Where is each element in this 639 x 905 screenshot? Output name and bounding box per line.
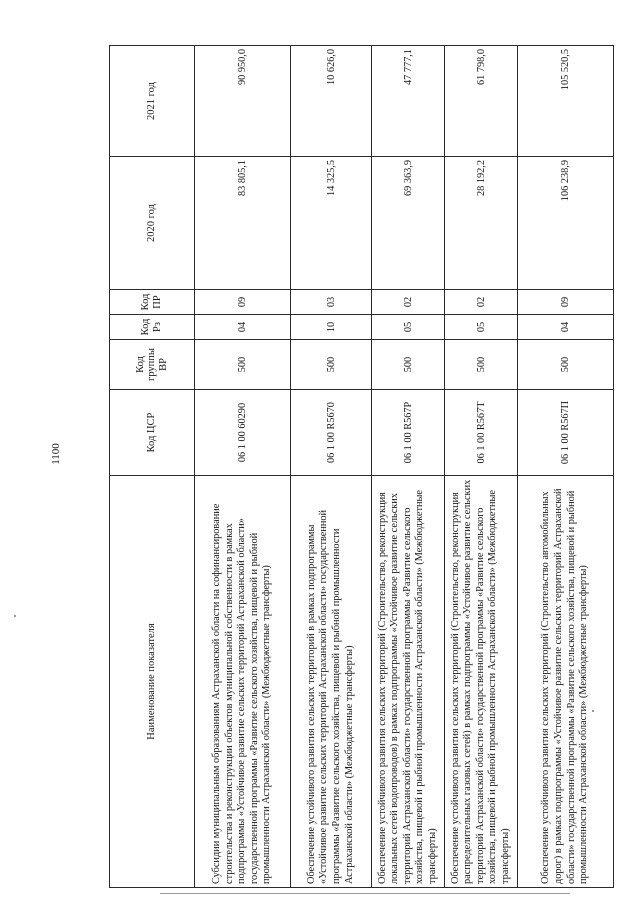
row-value-2021: 10 626,0 (291, 46, 372, 157)
table-row (291, 46, 372, 888)
header-vr-group-code: Код группы ВР (110, 340, 195, 390)
row-indicator-name: Обеспечение устойчивого развития сельских территорий (Строительство, реконструкция распределительных газовых сетей) в рамках подпрограммы «Устойчивое развитие сельских территорий Астраханской области» государственной программы «Развитие сельского хозяйства, пищевой и рыбной промышленности Астраханской области» (Межбюджетные трансферты) (445, 476, 518, 888)
header-indicator-name: Наименование показателя (110, 476, 195, 888)
row-pr-code: 09 (195, 290, 291, 315)
scan-speck (592, 710, 594, 712)
scan-edge-line (160, 893, 570, 894)
table-row (372, 46, 445, 888)
row-rz-code: 04 (195, 315, 291, 340)
row-csr-code: 06 1 00 R567T (445, 390, 518, 476)
row-value-2021: 61 798,0 (445, 46, 518, 157)
row-vr-code: 500 (291, 340, 372, 390)
row-vr-code: 500 (518, 340, 614, 390)
budget-table (109, 45, 614, 888)
row-csr-code: 06 1 00 R5670 (291, 390, 372, 476)
row-vr-code: 500 (372, 340, 445, 390)
row-indicator-name: Обеспечение устойчивого развития сельских территорий (Строительство автомобильных дорог) в рамках подпрограммы «Устойчивое развитие сельских территорий Астраханской области» государственной программы «Развитие сельского хозяйства, пищевой и рыбной промышленности Астраханской области» (Межбюджетные трансферты) (518, 476, 614, 888)
rotated-page-content (109, 46, 590, 888)
row-csr-code: 06 1 00 R567П (518, 390, 614, 476)
row-rz-code: 04 (518, 315, 614, 340)
row-csr-code: 06 1 00 R567P (372, 390, 445, 476)
row-value-2020: 69 363,9 (372, 157, 445, 290)
header-csr-code: Код ЦСР (110, 390, 195, 476)
row-value-2020: 28 192,2 (445, 157, 518, 290)
header-year-2020: 2020 год (110, 157, 195, 290)
row-indicator-name: Обеспечение устойчивого развития сельских территорий (Строительство, реконструкция локальных сетей водопроводов) в рамках подпрограммы «Устойчивое развитие сельских территорий Астраханской области» государственной программы «Развитие сельского хозяйства, пищевой и рыбной промышленности Астраханской области» (Межбюджетные трансферты) (372, 476, 445, 888)
header-rz-code: Код Рз (110, 315, 195, 340)
row-value-2021: 105 520,5 (518, 46, 614, 157)
row-pr-code: 03 (291, 290, 372, 315)
table-header-row (110, 46, 195, 888)
row-indicator-name: Обеспечение устойчивого развития сельских территорий в рамках подпрограммы «Устойчивое развитие сельских территорий Астраханской области» государственной программы «Развитие сельского хозяйства, пищевой и рыбной промышленности Астраханской области» (Межбюджетные трансферты) (291, 476, 372, 888)
header-year-2021: 2021 год (110, 46, 195, 157)
table-row (445, 46, 518, 888)
row-rz-code: 05 (372, 315, 445, 340)
row-rz-code: 10 (291, 315, 372, 340)
header-pr-code: Код ПР (110, 290, 195, 315)
row-pr-code: 09 (518, 290, 614, 315)
row-value-2021: 90 950,0 (195, 46, 291, 157)
row-vr-code: 500 (195, 340, 291, 390)
scan-speck (14, 615, 16, 617)
table-row (195, 46, 291, 888)
row-rz-code: 05 (445, 315, 518, 340)
row-pr-code: 02 (445, 290, 518, 315)
row-value-2021: 47 777,1 (372, 46, 445, 157)
page-number: 1100 (50, 443, 62, 465)
table-row (518, 46, 614, 888)
row-pr-code: 02 (372, 290, 445, 315)
row-vr-code: 500 (445, 340, 518, 390)
row-value-2020: 14 325,5 (291, 157, 372, 290)
row-indicator-name: Субсидии муниципальным образованиям Астраханской области на софинансирование строительства и реконструкции объектов муниципальной собственности в рамках подпрограммы «Устойчивое развитие сельских территорий Астраханской области» государственной программы «Развитие сельского хозяйства, пищевой и рыбной промышленности Астраханской области» (Межбюджетные трансферты) (195, 476, 291, 888)
row-value-2020: 83 805,1 (195, 157, 291, 290)
row-value-2020: 106 238,9 (518, 157, 614, 290)
row-csr-code: 06 1 00 60290 (195, 390, 291, 476)
